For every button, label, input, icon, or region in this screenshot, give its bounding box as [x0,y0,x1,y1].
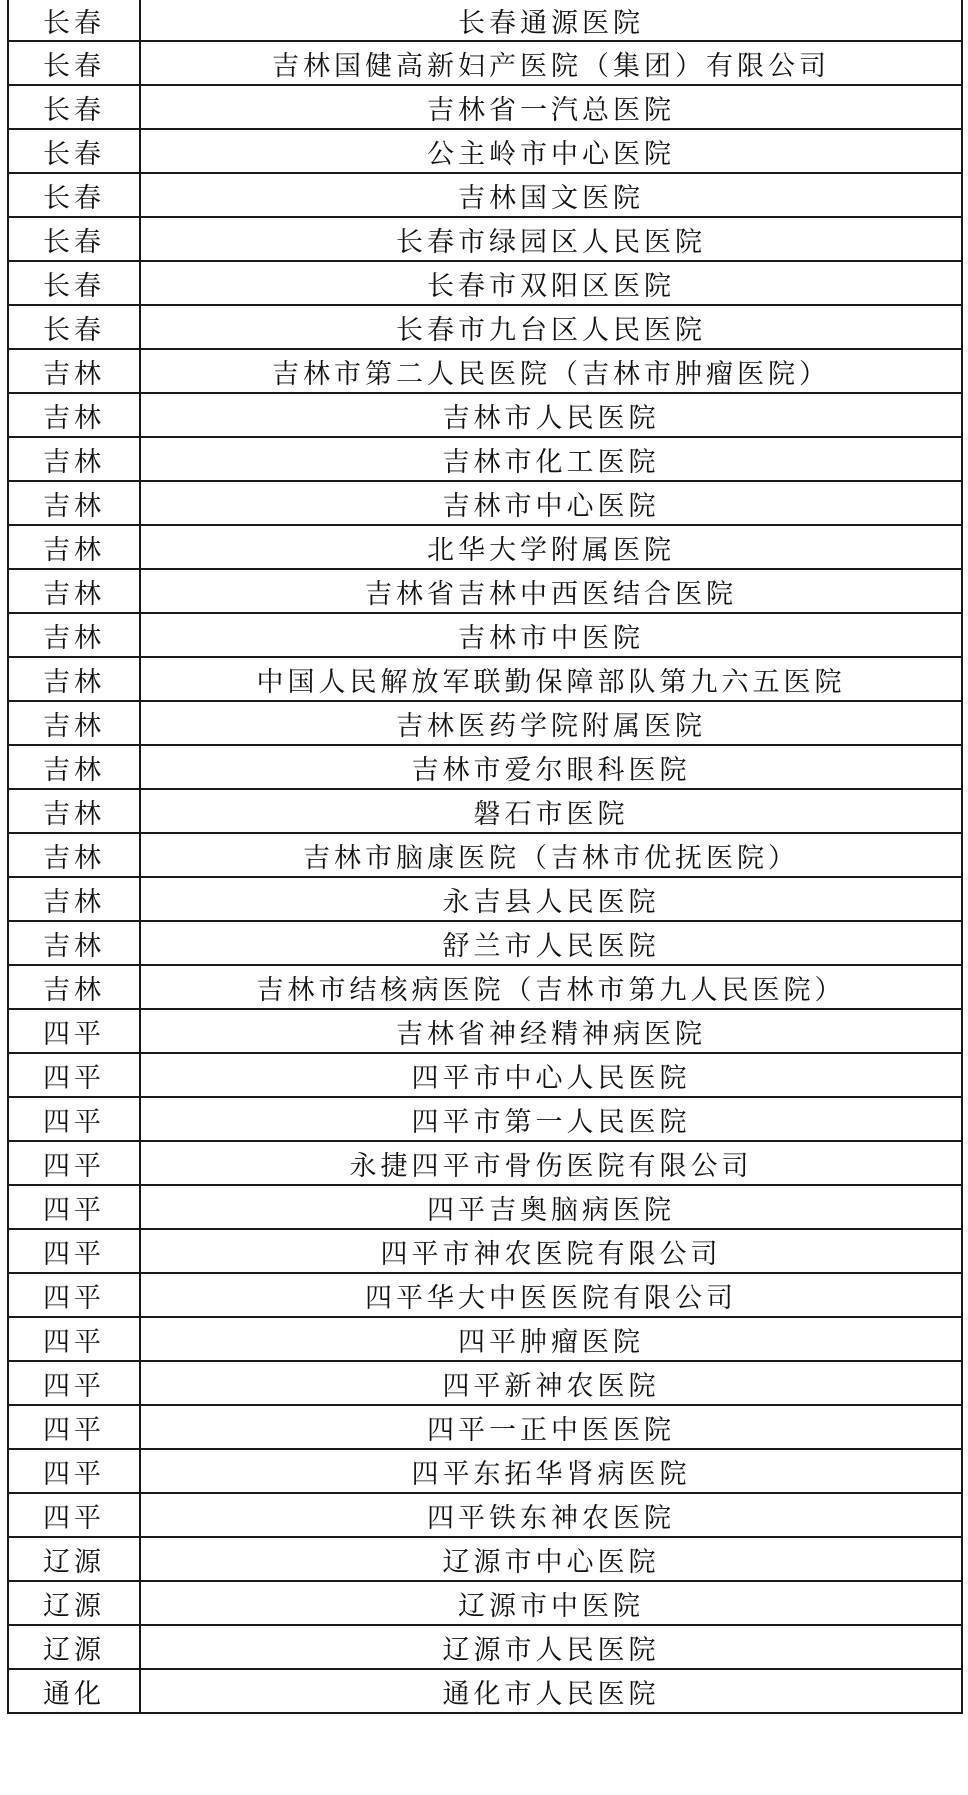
hospital-name-cell: 长春市双阳区医院 [140,261,962,305]
hospital-name-cell: 吉林市中心医院 [140,481,962,525]
hospital-name-cell: 公主岭市中心医院 [140,129,962,173]
hospital-name-cell: 吉林市脑康医院（吉林市优抚医院） [140,833,962,877]
city-cell: 吉林 [8,701,140,745]
table-row [8,85,962,129]
hospital-name-cell: 辽源市人民医院 [140,1625,962,1669]
city-cell: 辽源 [8,1581,140,1625]
table-row [8,789,962,833]
city-cell: 吉林 [8,393,140,437]
city-cell: 长春 [8,129,140,173]
city-cell: 长春 [8,0,140,41]
city-cell: 吉林 [8,349,140,393]
city-cell: 长春 [8,217,140,261]
city-cell: 四平 [8,1053,140,1097]
table-row [8,1537,962,1581]
hospital-name-cell: 吉林医药学院附属医院 [140,701,962,745]
table-row [8,217,962,261]
city-cell: 吉林 [8,437,140,481]
table-row [8,349,962,393]
city-cell: 四平 [8,1097,140,1141]
table-row [8,1669,962,1713]
hospital-list-table-wrapper [7,0,961,1714]
hospital-name-cell: 磐石市医院 [140,789,962,833]
table-row [8,393,962,437]
hospital-name-cell: 吉林市化工医院 [140,437,962,481]
city-cell: 辽源 [8,1537,140,1581]
table-row [8,1625,962,1669]
table-row [8,0,962,41]
table-row [8,1493,962,1537]
city-cell: 长春 [8,305,140,349]
city-cell: 吉林 [8,569,140,613]
city-cell: 四平 [8,1405,140,1449]
table-row [8,745,962,789]
city-cell: 四平 [8,1493,140,1537]
table-row [8,877,962,921]
hospital-table-body [8,0,962,1713]
table-row [8,1317,962,1361]
table-row [8,305,962,349]
table-row [8,701,962,745]
hospital-name-cell: 四平市第一人民医院 [140,1097,962,1141]
city-cell: 吉林 [8,525,140,569]
table-row [8,1097,962,1141]
hospital-list-table [7,0,963,1714]
table-row [8,481,962,525]
hospital-name-cell: 吉林市结核病医院（吉林市第九人民医院） [140,965,962,1009]
city-cell: 吉林 [8,921,140,965]
table-row [8,1009,962,1053]
city-cell: 四平 [8,1273,140,1317]
city-cell: 长春 [8,261,140,305]
hospital-name-cell: 通化市人民医院 [140,1669,962,1713]
hospital-name-cell: 吉林省吉林中西医结合医院 [140,569,962,613]
table-row [8,1449,962,1493]
hospital-name-cell: 吉林市第二人民医院（吉林市肿瘤医院） [140,349,962,393]
table-row [8,1229,962,1273]
hospital-name-cell: 四平吉奥脑病医院 [140,1185,962,1229]
table-row [8,657,962,701]
hospital-name-cell: 中国人民解放军联勤保障部队第九六五医院 [140,657,962,701]
table-row [8,41,962,85]
hospital-name-cell: 长春市九台区人民医院 [140,305,962,349]
table-row [8,129,962,173]
table-row [8,965,962,1009]
table-row [8,1053,962,1097]
city-cell: 四平 [8,1229,140,1273]
city-cell: 四平 [8,1361,140,1405]
table-row [8,569,962,613]
table-row [8,833,962,877]
hospital-name-cell: 舒兰市人民医院 [140,921,962,965]
city-cell: 吉林 [8,613,140,657]
city-cell: 吉林 [8,877,140,921]
hospital-name-cell: 吉林省一汽总医院 [140,85,962,129]
table-row [8,1185,962,1229]
hospital-name-cell: 长春市绿园区人民医院 [140,217,962,261]
table-row [8,1141,962,1185]
city-cell: 吉林 [8,657,140,701]
hospital-name-cell: 北华大学附属医院 [140,525,962,569]
hospital-name-cell: 长春通源医院 [140,0,962,41]
city-cell: 长春 [8,173,140,217]
table-row [8,261,962,305]
hospital-name-cell: 吉林市人民医院 [140,393,962,437]
table-row [8,1361,962,1405]
hospital-name-cell: 四平新神农医院 [140,1361,962,1405]
city-cell: 长春 [8,41,140,85]
city-cell: 吉林 [8,965,140,1009]
table-row [8,1273,962,1317]
hospital-name-cell: 吉林国健高新妇产医院（集团）有限公司 [140,41,962,85]
city-cell: 长春 [8,85,140,129]
hospital-name-cell: 吉林省神经精神病医院 [140,1009,962,1053]
hospital-name-cell: 吉林国文医院 [140,173,962,217]
hospital-name-cell: 辽源市中心医院 [140,1537,962,1581]
table-row [8,173,962,217]
hospital-name-cell: 永吉县人民医院 [140,877,962,921]
hospital-name-cell: 四平肿瘤医院 [140,1317,962,1361]
city-cell: 四平 [8,1449,140,1493]
table-row [8,525,962,569]
city-cell: 吉林 [8,833,140,877]
city-cell: 四平 [8,1185,140,1229]
city-cell: 四平 [8,1141,140,1185]
hospital-name-cell: 四平东拓华肾病医院 [140,1449,962,1493]
hospital-name-cell: 四平市中心人民医院 [140,1053,962,1097]
city-cell: 辽源 [8,1625,140,1669]
city-cell: 吉林 [8,745,140,789]
hospital-name-cell: 辽源市中医院 [140,1581,962,1625]
table-row [8,437,962,481]
city-cell: 通化 [8,1669,140,1713]
table-row [8,1405,962,1449]
hospital-name-cell: 永捷四平市骨伤医院有限公司 [140,1141,962,1185]
table-row [8,613,962,657]
hospital-name-cell: 吉林市中医院 [140,613,962,657]
city-cell: 四平 [8,1317,140,1361]
table-row [8,921,962,965]
hospital-name-cell: 四平一正中医医院 [140,1405,962,1449]
hospital-name-cell: 四平华大中医医院有限公司 [140,1273,962,1317]
hospital-name-cell: 吉林市爱尔眼科医院 [140,745,962,789]
city-cell: 吉林 [8,481,140,525]
city-cell: 吉林 [8,789,140,833]
hospital-name-cell: 四平铁东神农医院 [140,1493,962,1537]
table-row [8,1581,962,1625]
hospital-name-cell: 四平市神农医院有限公司 [140,1229,962,1273]
city-cell: 四平 [8,1009,140,1053]
